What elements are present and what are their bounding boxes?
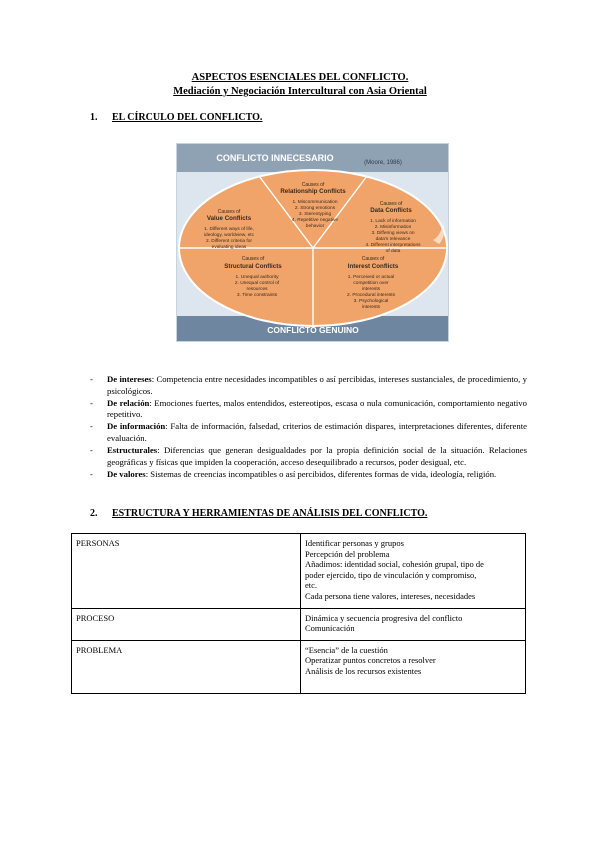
bottom-label: CONFLICTO GENUINO (267, 325, 359, 335)
list-item: - De valores: Sistemas de creencias incompatibles o así percibidos, diferentes formas de vida, ideología, religión. (90, 468, 497, 479)
value-item: 2. Different criteria for (205, 239, 253, 244)
table-value-cell: “Esencia” de la cuestión Operatizar puntos concretos a resolver Análisis de los recursos existentes (301, 640, 526, 693)
data-item: 2. Misinformation (374, 225, 412, 230)
value-prefix: Causes of (217, 209, 241, 215)
source-label: (Moore, 1986) (364, 160, 402, 166)
section-2-title: ESTRUCTURA Y HERRAMIENTAS DE ANÁLISIS DEL CONFLICTO. (112, 508, 428, 519)
list-item: - De información: Falta de información, falsedad, criterios de estimación dispares, interpretaciones diferentes, diferente evaluación. (90, 421, 527, 443)
section-2-number: 2. (90, 508, 98, 519)
table-row (72, 534, 526, 609)
relationship-item: 4. Repetitive negative (291, 218, 339, 223)
relationship-item: behavior (305, 224, 325, 229)
interest-title: Interest Conflicts (347, 263, 399, 270)
interest-item: 2. Procedural interests (347, 293, 395, 298)
structural-item: 2. Unequal control of (234, 281, 280, 286)
data-title: Data Conflicts (370, 207, 412, 214)
value-title: Value Conflicts (206, 215, 252, 222)
relationship-item: 3. Stereotyping (298, 212, 332, 217)
value-item: ideology, worldview, etc (203, 233, 255, 238)
conflict-circle-diagram (177, 144, 448, 341)
section-1-title: EL CÍRCULO DEL CONFLICTO. (112, 112, 263, 123)
interest-item: competition over (353, 281, 389, 286)
table-row (72, 640, 526, 693)
section-1-heading (90, 112, 262, 123)
relationship-prefix: Causes of (301, 182, 325, 188)
analysis-table (71, 533, 526, 694)
data-item: 1. Lack of information (370, 219, 416, 224)
structural-item: 3. Time constraints (236, 293, 278, 298)
relationship-item: 1. Miscommunication (292, 200, 338, 205)
document-subtitle: Mediación y Negociación Intercultural con Asia Oriental (173, 86, 427, 97)
top-label: CONFLICTO INNECESARIO (216, 153, 334, 163)
data-item: data's relevance (375, 237, 411, 242)
table-key-cell: PROBLEMA (72, 640, 301, 693)
data-item: 4. Different interpretations (365, 243, 421, 248)
table-row (72, 608, 526, 640)
table-key-cell: PERSONAS (72, 534, 301, 609)
conflict-circle-figure (176, 143, 449, 342)
interest-item: 1. Perceived or actual (347, 275, 395, 280)
value-item: 1. Different ways of life, (204, 227, 254, 232)
data-item: of data (385, 249, 401, 254)
section-2-heading (90, 508, 427, 519)
conflict-types-list (90, 374, 527, 481)
structural-prefix: Causes of (241, 256, 265, 262)
list-item: - De intereses: Competencia entre necesidades incompatibles o así percibidas, intereses sustanciales, de procedimiento, y psicológicos. (90, 374, 527, 396)
structural-item: 1. Unequal authority (235, 275, 279, 280)
document-title: ASPECTOS ESENCIALES DEL CONFLICTO. (191, 72, 409, 83)
table-value-cell: Identificar personas y grupos Percepción del problema Añadimos: identidad social, cohesión grupal, tipo de poder ejercido, tipo de vinculación y compromiso, etc. Cada persona tiene valores, intereses, necesidades (301, 534, 526, 609)
table-value-cell: Dinámica y secuencia progresiva del conflicto Comunicación (301, 608, 526, 640)
table-key-cell: PROCESO (72, 608, 301, 640)
data-item: 3. Differing views on (371, 231, 415, 236)
section-1-number: 1. (90, 112, 98, 123)
interest-prefix: Causes of (361, 256, 385, 262)
interest-item: 3. Psychological (353, 299, 389, 304)
interest-item: interests (361, 287, 381, 292)
list-item: - Estructurales: Diferencias que generan desigualdades por la propia definición social de la situación. Relaciones geográficas y físicas que impiden la cooperación, acceso desequilibrado a recursos, poder desigual, etc. (90, 445, 527, 467)
data-prefix: Causes of (379, 201, 403, 207)
list-item: - De relación: Emociones fuertes, malos entendidos, estereotipos, escasa o nula comunicación, comportamiento negativo repetitivo. (90, 397, 527, 420)
relationship-item: 2. Strong emotions (294, 206, 336, 211)
value-item: evaluating ideas (211, 245, 247, 250)
structural-item: resources (246, 287, 268, 292)
interest-item: interests (361, 305, 381, 310)
structural-title: Structural Conflicts (224, 263, 282, 270)
relationship-title: Relationship Conflicts (280, 188, 346, 195)
